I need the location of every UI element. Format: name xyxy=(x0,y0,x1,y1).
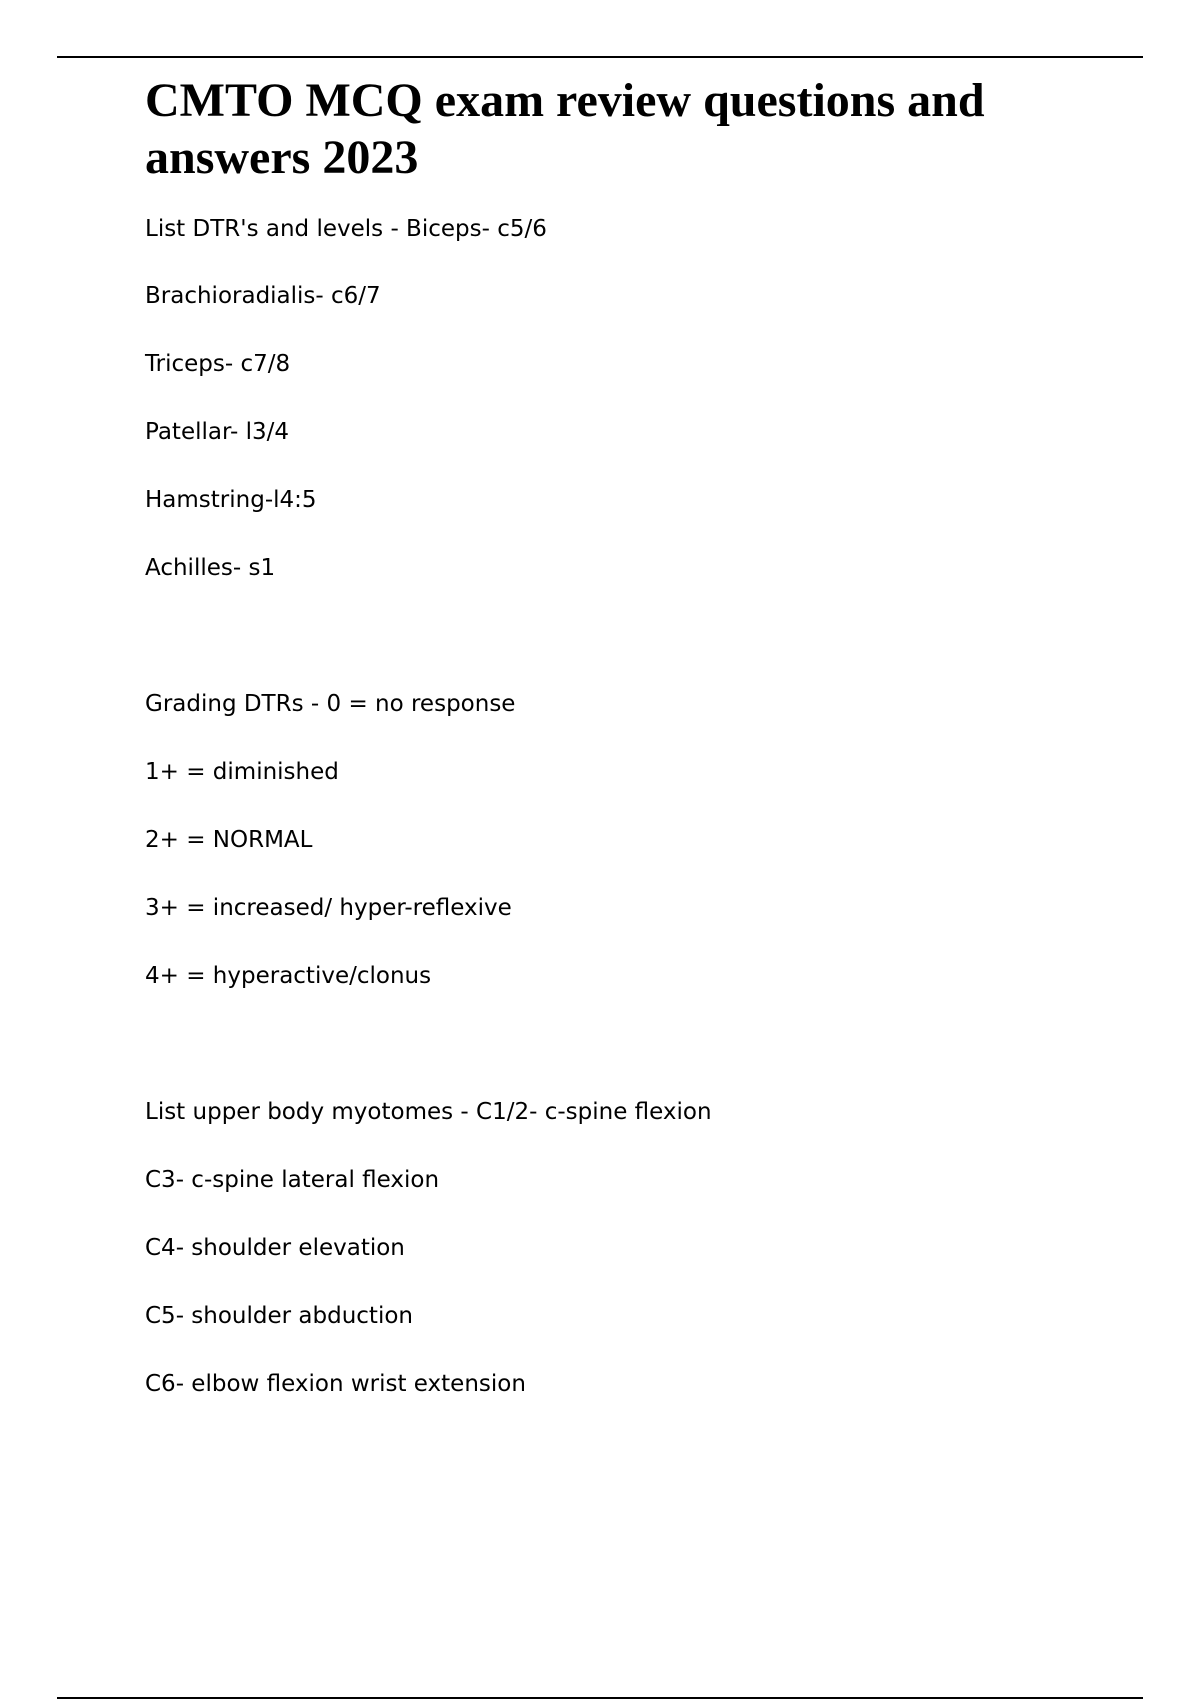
text-line: C3- c-spine lateral flexion xyxy=(145,1167,440,1193)
document-title: CMTO MCQ exam review questions and answers 2023 xyxy=(145,74,985,184)
text-line: Grading DTRs - 0 = no response xyxy=(145,691,516,717)
text-line: 3+ = increased/ hyper-reflexive xyxy=(145,895,512,921)
text-line: C5- shoulder abduction xyxy=(145,1303,413,1329)
top-divider xyxy=(57,56,1143,58)
text-line: Achilles- s1 xyxy=(145,555,276,581)
text-line: 2+ = NORMAL xyxy=(145,827,313,853)
text-line: C4- shoulder elevation xyxy=(145,1235,405,1261)
text-line: Patellar- l3/4 xyxy=(145,419,289,445)
text-line: Triceps- c7/8 xyxy=(145,351,291,377)
text-line: 4+ = hyperactive/clonus xyxy=(145,963,432,989)
text-line: List upper body myotomes - C1/2- c-spine flexion xyxy=(145,1099,712,1125)
text-line: C6- elbow flexion wrist extension xyxy=(145,1371,526,1397)
text-line: Hamstring-l4:5 xyxy=(145,487,317,513)
bottom-divider xyxy=(57,1697,1143,1699)
text-line: Brachioradialis- c6/7 xyxy=(145,283,381,309)
text-line: List DTR's and levels - Biceps- c5/6 xyxy=(145,216,547,242)
text-line: 1+ = diminished xyxy=(145,759,339,785)
